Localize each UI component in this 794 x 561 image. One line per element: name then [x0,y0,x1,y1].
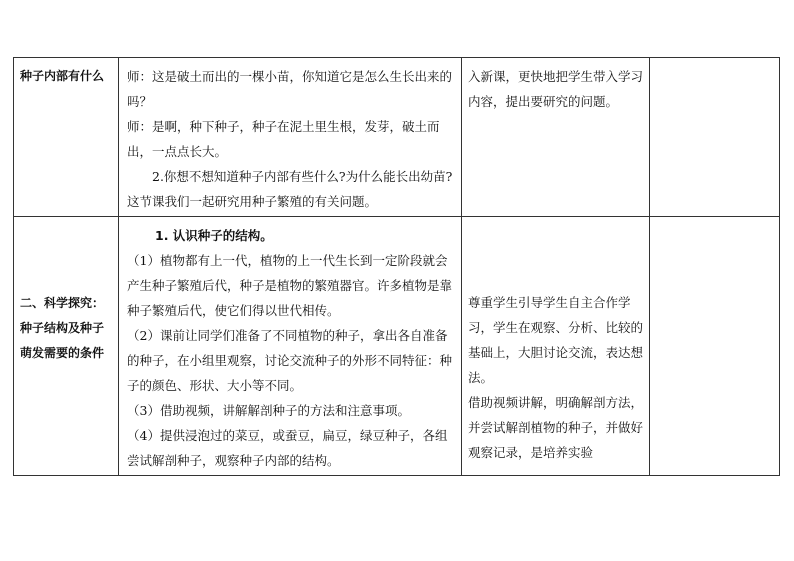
design-intent-cell [462,58,650,217]
remarks-cell [650,217,780,476]
activity-step: （2）课前让同学们准备了不同植物的种子，拿出各自准备的种子，在小组里观察，讨论交流种子的外形不同特征：种子的颜色、形状、大小等不同。 [127,328,453,393]
table-row [14,217,780,476]
design-intent-cell [462,217,650,476]
teacher-line: 师：是啊，种下种子，种子在泥土里生根，发芽，破土而出，一点点长大。 [127,119,440,159]
teacher-line: 2.你想不想知道种子内部有些什么?为什么能长出幼苗?这节课我们一起研究用种子繁殖的有关问题。 [127,169,453,209]
design-intent-text: 尊重学生引导学生自主合作学习，学生在观察、分析、比较的基础上，大胆讨论交流，表达想法。 [468,295,644,385]
activity-step: （4）提供浸泡过的菜豆，或蚕豆，扁豆，绿豆种子，各组尝试解剖种子，观察种子内部的结构。 [127,428,448,468]
section-cell [14,217,119,476]
section-title: 种子内部有什么 [20,69,105,83]
teacher-line: 师：这是破土而出的一棵小苗，你知道它是怎么生长出来的吗？ [127,69,453,109]
activity-step: （3）借助视频，讲解解剖种子的方法和注意事项。 [127,403,410,418]
activity-step: （1）植物都有上一代，植物的上一代生长到一定阶段就会产生种子繁殖后代，种子是植物的繁殖器官。许多植物是靠种子繁殖后代，使它们得以世代相传。 [127,253,453,318]
teaching-process-cell [119,217,462,476]
section-title: 二、科学探究：种子结构及种子萌发需要的条件 [20,296,105,360]
lesson-plan-table [13,57,780,476]
activity-heading: 1. 认识种子的结构。 [155,228,273,243]
design-intent-text: 入新课，更快地把学生带入学习内容，提出要研究的问题。 [468,69,644,109]
table-row [14,58,780,217]
teaching-process-cell [119,58,462,217]
section-cell [14,58,119,217]
design-intent-text: 借助视频讲解，明确解剖方法，并尝试解剖植物的种子，并做好观察记录，是培养实验 [468,395,644,460]
remarks-cell [650,58,780,217]
